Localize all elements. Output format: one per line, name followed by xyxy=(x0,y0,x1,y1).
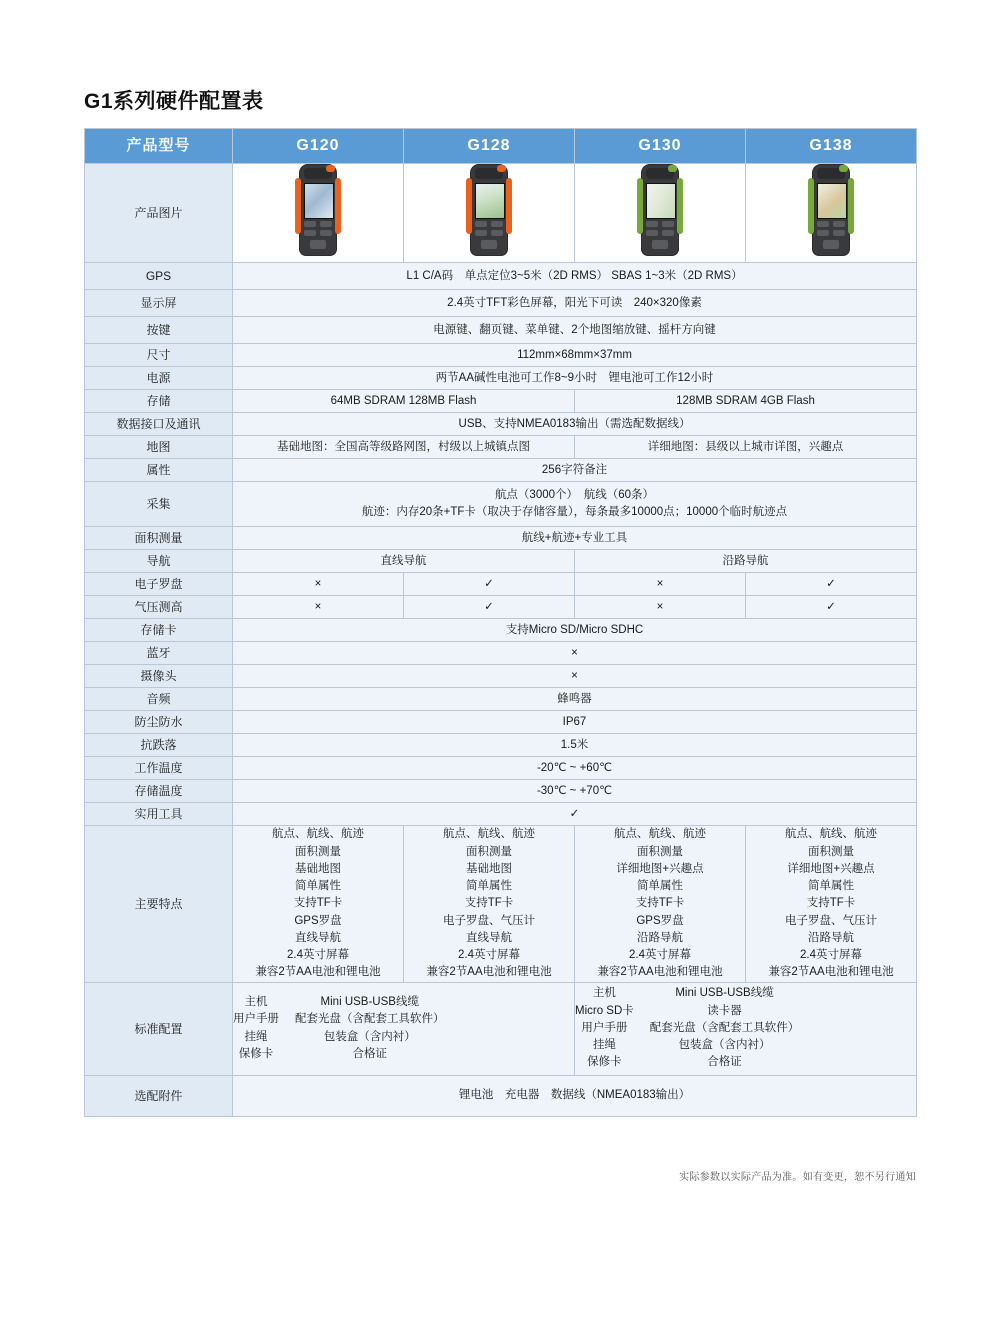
feature-item: 2.4英寸屏幕 xyxy=(800,949,862,961)
row-value-power: 两节AA碱性电池可工作8~9小时 锂电池可工作12小时 xyxy=(233,367,917,390)
row-value-bluetooth: × xyxy=(233,642,917,665)
row-label-collect: 采集 xyxy=(85,482,233,527)
row-value-optional-accessories: 锂电池 充电器 数据线（NMEA0183输出） xyxy=(233,1075,917,1116)
feature-item: 兼容2节AA电池和锂电池 xyxy=(426,966,552,979)
row-label-main-features: 主要特点 xyxy=(85,826,233,982)
row-value-memory-card: 支持Micro SD/Micro SDHC xyxy=(233,619,917,642)
row-value-size: 112mm×68mm×37mm xyxy=(233,344,917,367)
feature-item: 沿路导航 xyxy=(808,931,854,944)
config-item: Micro SD卡 xyxy=(575,1004,634,1017)
row-ip-rating xyxy=(85,711,917,734)
feature-item: 沿路导航 xyxy=(637,931,683,944)
feature-item: 简单属性 xyxy=(808,880,854,892)
feature-item: 详细地图+兴趣点 xyxy=(787,862,875,875)
row-value-storage-temperature: -30℃ ~ +70℃ xyxy=(233,780,917,803)
row-value-compass-g128: ✓ xyxy=(404,573,575,596)
row-label-nav: 导航 xyxy=(85,550,233,573)
config-col-a xyxy=(575,985,634,1071)
row-memory-card xyxy=(85,619,917,642)
feature-item: 简单属性 xyxy=(295,880,341,892)
feature-item: 基础地图 xyxy=(466,862,512,875)
feature-item: 面积测量 xyxy=(295,845,341,858)
standard-config-group-right xyxy=(575,982,917,1075)
row-label-standard-configuration: 标准配置 xyxy=(85,982,233,1075)
row-label-ip-rating: 防尘防水 xyxy=(85,711,233,734)
row-attribute xyxy=(85,459,917,482)
row-value-attribute: 256字符备注 xyxy=(233,459,917,482)
row-label-working-temperature: 工作温度 xyxy=(85,757,233,780)
row-nav xyxy=(85,550,917,573)
footnote: 实际参数以实际产品为准。如有变更，恕不另行通知 xyxy=(679,1172,916,1183)
row-label-display: 显示屏 xyxy=(85,290,233,317)
feature-item: 详细地图+兴趣点 xyxy=(616,862,704,875)
feature-item: 直线导航 xyxy=(466,931,512,944)
row-label-audio: 音频 xyxy=(85,688,233,711)
feature-item: 兼容2节AA电池和锂电池 xyxy=(768,966,894,979)
collect-line-1: 航点（3000个） 航线（60条） xyxy=(494,489,655,501)
config-item: 挂绳 xyxy=(244,1030,268,1043)
row-label-bluetooth: 蓝牙 xyxy=(85,642,233,665)
feature-item: 2.4英寸屏幕 xyxy=(458,949,520,961)
config-col-b xyxy=(295,994,445,1063)
feature-item: GPS罗盘 xyxy=(294,914,342,927)
feature-item: 面积测量 xyxy=(637,845,683,858)
row-product-photo xyxy=(85,164,917,263)
config-item: 合格证 xyxy=(707,1056,742,1069)
row-value-barometer-g128: ✓ xyxy=(404,596,575,619)
row-label-drop-resistance: 抗跌落 xyxy=(85,734,233,757)
row-label-map: 地图 xyxy=(85,436,233,459)
config-item: 保修卡 xyxy=(587,1056,622,1069)
row-gps xyxy=(85,263,917,290)
feature-item: 航点、航线、航迹 xyxy=(785,828,877,841)
row-label-camera: 摄像头 xyxy=(85,665,233,688)
product-photo-g120 xyxy=(233,164,404,263)
row-label-memory-card: 存储卡 xyxy=(85,619,233,642)
row-value-compass-g138: ✓ xyxy=(746,573,917,596)
row-value-drop-resistance: 1.5米 xyxy=(233,734,917,757)
feature-item: 2.4英寸屏幕 xyxy=(287,949,349,961)
row-value-storage-left: 64MB SDRAM 128MB Flash xyxy=(233,390,575,413)
row-value-map-right: 详细地图：县级以上城市详图，兴趣点 xyxy=(575,436,917,459)
device-image-g128 xyxy=(466,164,512,256)
row-label-power: 电源 xyxy=(85,367,233,390)
device-image-g138 xyxy=(808,164,854,256)
config-item: 主机 xyxy=(592,987,616,1000)
feature-item: 航点、航线、航迹 xyxy=(272,828,364,841)
row-power xyxy=(85,367,917,390)
row-barometer xyxy=(85,596,917,619)
header-label: 产品型号 xyxy=(85,129,233,164)
config-item: 读卡器 xyxy=(707,1004,742,1017)
row-value-area: 航线+航迹+专业工具 xyxy=(233,527,917,550)
row-label-product-photo: 产品图片 xyxy=(85,164,233,263)
row-optional-accessories xyxy=(85,1075,917,1116)
row-value-utility-tools: ✓ xyxy=(233,803,917,826)
header-model-g128: G128 xyxy=(404,129,575,164)
config-item: 主机 xyxy=(244,996,268,1008)
row-standard-configuration xyxy=(85,982,917,1075)
feature-item: 支持TF卡 xyxy=(806,897,856,910)
row-area xyxy=(85,527,917,550)
header-model-g120: G120 xyxy=(233,129,404,164)
page-title: G1系列硬件配置表 xyxy=(84,90,264,113)
row-value-barometer-g138: ✓ xyxy=(746,596,917,619)
row-label-attribute: 属性 xyxy=(85,459,233,482)
row-value-working-temperature: -20℃ ~ +60℃ xyxy=(233,757,917,780)
row-value-keys: 电源键、翻页键、菜单键、2个地图缩放键、摇杆方向键 xyxy=(233,317,917,344)
config-item: 包装盒（含内衬） xyxy=(678,1039,771,1052)
feature-item: 支持TF卡 xyxy=(464,897,514,910)
row-main-features xyxy=(85,826,917,982)
config-item: 包装盒（含内衬） xyxy=(323,1030,416,1043)
header-model-g138: G138 xyxy=(746,129,917,164)
row-label-area: 面积测量 xyxy=(85,527,233,550)
row-keys xyxy=(85,317,917,344)
feature-item: 电子罗盘、气压计 xyxy=(443,914,535,927)
config-item: Mini USB-USB线缆 xyxy=(675,987,774,1000)
features-column-g130 xyxy=(575,826,746,982)
config-item: 配套光盘（含配套工具软件） xyxy=(295,1013,445,1026)
row-value-nav-right: 沿路导航 xyxy=(575,550,917,573)
row-storage-temperature xyxy=(85,780,917,803)
row-label-size: 尺寸 xyxy=(85,344,233,367)
row-interface xyxy=(85,413,917,436)
row-audio xyxy=(85,688,917,711)
row-value-barometer-g120: × xyxy=(233,596,404,619)
table-header-row xyxy=(85,129,917,164)
product-photo-g138 xyxy=(746,164,917,263)
row-value-camera: × xyxy=(233,665,917,688)
row-working-temperature xyxy=(85,757,917,780)
row-value-compass-g130: × xyxy=(575,573,746,596)
feature-item: 基础地图 xyxy=(295,862,341,875)
feature-item: 兼容2节AA电池和锂电池 xyxy=(255,966,381,979)
config-item: Mini USB-USB线缆 xyxy=(320,996,419,1008)
row-label-storage-temperature: 存储温度 xyxy=(85,780,233,803)
row-value-gps: L1 C/A码 单点定位3~5米（2D RMS） SBAS 1~3米（2D RMS） xyxy=(233,263,917,290)
row-label-optional-accessories: 选配附件 xyxy=(85,1075,233,1116)
feature-item: 面积测量 xyxy=(808,845,854,858)
feature-item: 兼容2节AA电池和锂电池 xyxy=(597,966,723,979)
row-compass xyxy=(85,573,917,596)
row-value-audio: 蜂鸣器 xyxy=(233,688,917,711)
row-collect xyxy=(85,482,917,527)
row-label-interface: 数据接口及通讯 xyxy=(85,413,233,436)
config-item: 挂绳 xyxy=(592,1039,616,1052)
row-value-map-left: 基础地图：全国高等级路网图，村级以上城镇点图 xyxy=(233,436,575,459)
features-column-g138 xyxy=(746,826,917,982)
product-photo-g130 xyxy=(575,164,746,263)
device-image-g130 xyxy=(637,164,683,256)
feature-item: 简单属性 xyxy=(466,880,512,892)
row-value-interface: USB、支持NMEA0183输出（需选配数据线） xyxy=(233,413,917,436)
feature-item: 简单属性 xyxy=(637,880,683,892)
config-item: 合格证 xyxy=(352,1047,387,1060)
feature-item: 支持TF卡 xyxy=(635,897,685,910)
config-item: 用户手册 xyxy=(233,1013,279,1026)
spec-table xyxy=(84,128,917,1117)
row-label-gps: GPS xyxy=(85,263,233,290)
row-value-nav-left: 直线导航 xyxy=(233,550,575,573)
row-size xyxy=(85,344,917,367)
row-label-storage: 存储 xyxy=(85,390,233,413)
feature-item: 直线导航 xyxy=(295,931,341,944)
row-value-storage-right: 128MB SDRAM 4GB Flash xyxy=(575,390,917,413)
feature-item: 电子罗盘、气压计 xyxy=(785,914,877,927)
features-column-g120 xyxy=(233,826,404,982)
config-item: 用户手册 xyxy=(581,1021,628,1034)
row-label-keys: 按键 xyxy=(85,317,233,344)
row-label-utility-tools: 实用工具 xyxy=(85,803,233,826)
row-camera xyxy=(85,665,917,688)
feature-item: 航点、航线、航迹 xyxy=(443,828,535,841)
config-col-a xyxy=(233,994,279,1063)
row-value-compass-g120: × xyxy=(233,573,404,596)
feature-item: 支持TF卡 xyxy=(293,897,343,910)
collect-line-2: 航迹：内存20条+TF卡（取决于存储容量），每条最多10000点；10000个临时航迹点 xyxy=(361,506,788,519)
row-label-compass: 电子罗盘 xyxy=(85,573,233,596)
features-column-g128 xyxy=(404,826,575,982)
row-value-barometer-g130: × xyxy=(575,596,746,619)
device-image-g120 xyxy=(295,164,341,256)
config-item: 配套光盘（含配套工具软件） xyxy=(649,1021,800,1034)
row-display xyxy=(85,290,917,317)
standard-config-group-left xyxy=(233,982,575,1075)
row-bluetooth xyxy=(85,642,917,665)
feature-item: GPS罗盘 xyxy=(636,914,684,927)
header-model-g130: G130 xyxy=(575,129,746,164)
row-storage xyxy=(85,390,917,413)
feature-item: 面积测量 xyxy=(466,845,512,858)
row-value-display: 2.4英寸TFT彩色屏幕，阳光下可读 240×320像素 xyxy=(233,290,917,317)
feature-item: 2.4英寸屏幕 xyxy=(629,949,691,961)
config-col-b xyxy=(650,985,800,1071)
row-value-collect xyxy=(233,482,917,527)
product-photo-g128 xyxy=(404,164,575,263)
row-value-ip-rating: IP67 xyxy=(233,711,917,734)
row-utility-tools xyxy=(85,803,917,826)
row-map xyxy=(85,436,917,459)
row-label-barometer: 气压测高 xyxy=(85,596,233,619)
feature-item: 航点、航线、航迹 xyxy=(614,828,706,841)
config-item: 保修卡 xyxy=(238,1047,274,1060)
row-drop-resistance xyxy=(85,734,917,757)
